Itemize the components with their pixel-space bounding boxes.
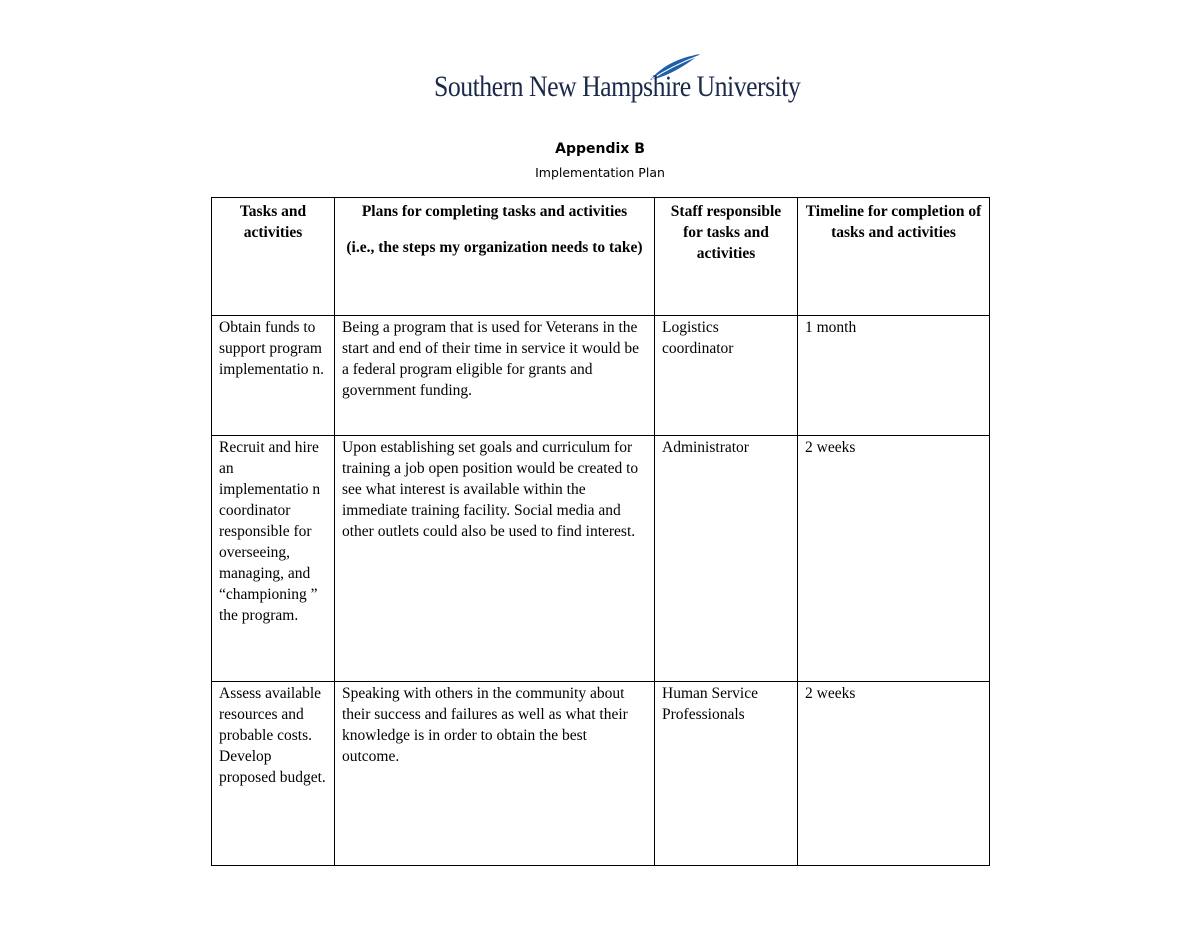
implementation-plan-table	[211, 197, 990, 866]
column-header-label: Plans for completing tasks and activities	[361, 203, 628, 220]
university-logo	[434, 52, 801, 104]
table-header-row	[212, 198, 990, 316]
table-row	[212, 316, 990, 436]
plan-cell: Upon establishing set goals and curriculum for training a job open position would be created to see what interest is available within the immediate training facility. Social media and other outlets could also be used to find interest.	[335, 436, 655, 682]
column-header-tasks	[212, 198, 335, 316]
column-header-note: (i.e., the steps my organization needs to take)	[346, 239, 643, 256]
column-header-plans	[335, 198, 655, 316]
column-header-timeline	[798, 198, 990, 316]
logo-wordmark: Southern New Hampshire University	[434, 70, 801, 103]
staff-cell: Administrator	[655, 436, 798, 682]
table-row	[212, 436, 990, 682]
task-cell: Obtain funds to support program implementatio n.	[212, 316, 335, 436]
staff-cell: Logistics coordinator	[655, 316, 798, 436]
timeline-cell: 2 weeks	[798, 682, 990, 866]
column-header-label: Tasks and activities	[239, 203, 307, 241]
page-title: Appendix B	[555, 141, 645, 157]
plan-cell: Speaking with others in the community about their success and failures as well as what their knowledge is in order to obtain the best outcome.	[335, 682, 655, 866]
column-header-label: Timeline for completion of tasks and activities	[805, 203, 982, 241]
table-row	[212, 682, 990, 866]
plan-cell: Being a program that is used for Veterans in the start and end of their time in service it would be a federal program eligible for grants and government funding.	[335, 316, 655, 436]
page-subtitle: Implementation Plan	[535, 165, 665, 180]
task-cell: Recruit and hire an implementatio n coordinator responsible for overseeing, managing, and “championing ” the program.	[212, 436, 335, 682]
column-header-staff	[655, 198, 798, 316]
timeline-cell: 1 month	[798, 316, 990, 436]
task-cell: Assess available resources and probable costs. Develop proposed budget.	[212, 682, 335, 866]
timeline-cell: 2 weeks	[798, 436, 990, 682]
column-header-label: Staff responsible for tasks and activities	[670, 203, 782, 262]
staff-cell: Human Service Professionals	[655, 682, 798, 866]
